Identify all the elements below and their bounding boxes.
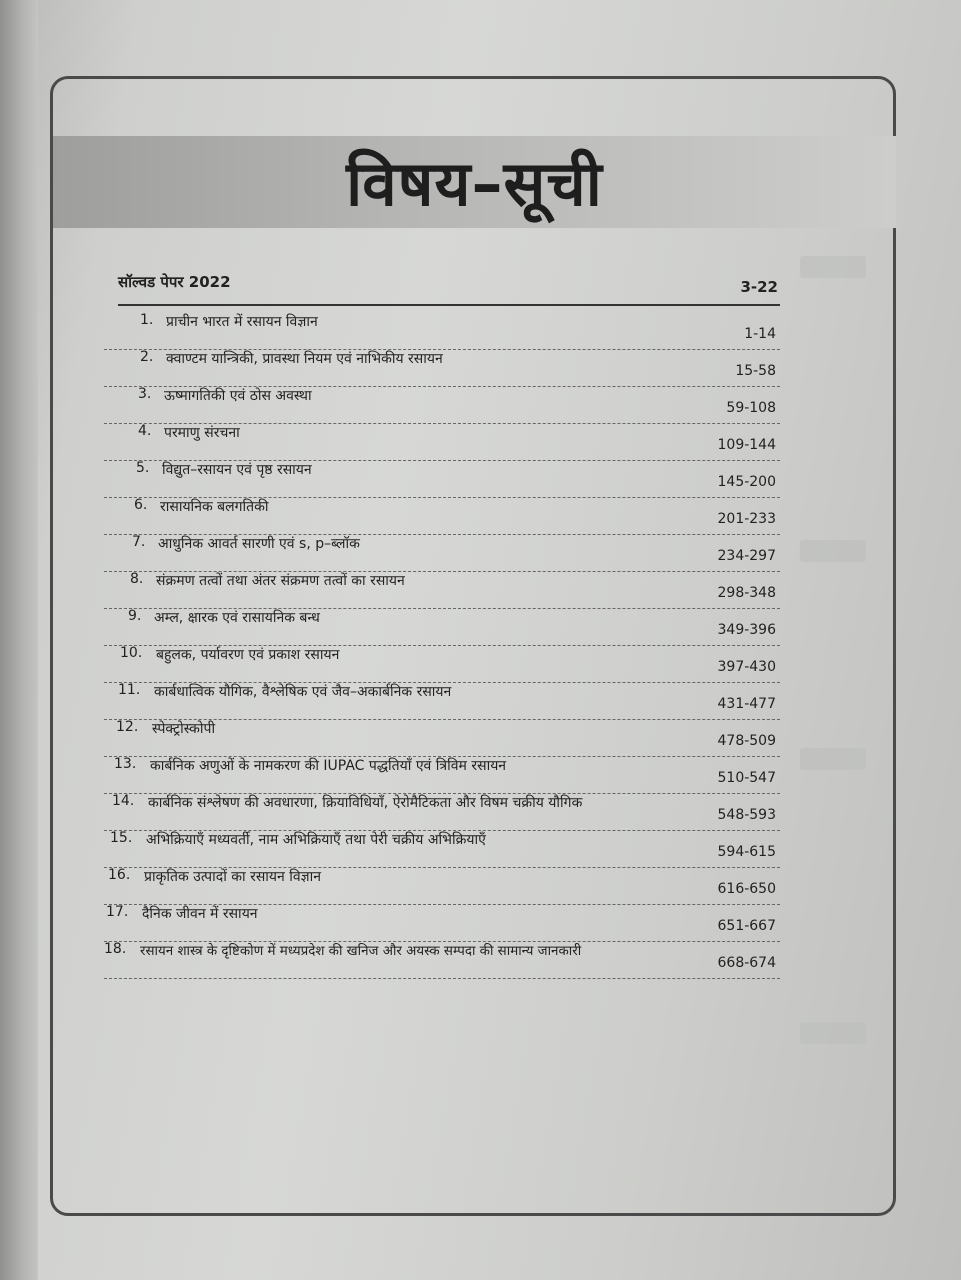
toc-item-pages: 15-58 — [735, 363, 776, 379]
toc-item-pages: 59-108 — [726, 400, 776, 416]
toc-item-label: कार्बधात्विक यौगिक, वैश्लेषिक एवं जैव–अकार्बनिक रसायन — [154, 684, 452, 700]
toc-item-number: 11. — [118, 682, 141, 698]
toc-item-label: अम्ल, क्षारक एवं रासायनिक बन्ध — [154, 610, 320, 626]
toc-item-pages: 349-396 — [717, 622, 776, 638]
toc-item[interactable] — [104, 645, 780, 683]
toc-item[interactable] — [104, 830, 780, 868]
toc-item-pages: 431-477 — [717, 696, 776, 712]
section-pages: 3-22 — [740, 278, 778, 296]
toc-item-label: बहुलक, पर्यावरण एवं प्रकाश रसायन — [156, 647, 340, 663]
toc-item-pages: 298-348 — [717, 585, 776, 601]
toc-item-label: क्वाण्टम यान्त्रिकी, प्रावस्था नियम एवं नाभिकीय रसायन — [166, 351, 443, 367]
toc-item-number: 15. — [110, 830, 133, 846]
toc-item-number: 18. — [104, 941, 127, 957]
toc-item[interactable] — [104, 941, 780, 979]
toc-item-number: 14. — [112, 793, 135, 809]
toc-item-label: संक्रमण तत्वों तथा अंतर संक्रमण तत्वों का रसायन — [156, 573, 405, 589]
toc-item-number: 12. — [116, 719, 139, 735]
toc-item-label: रसायन शास्त्र के दृष्टिकोण में मध्यप्रदेश की खनिज और अयस्क सम्पदा की सामान्य जानकारी — [140, 944, 582, 959]
toc-item-pages: 234-297 — [717, 548, 776, 564]
toc-item[interactable] — [104, 719, 780, 757]
toc-item-number: 3. — [138, 386, 152, 402]
toc-item[interactable] — [104, 682, 780, 720]
section-label: सॉल्वड पेपर 2022 — [118, 273, 231, 291]
toc-item-pages: 397-430 — [717, 659, 776, 675]
toc-item-number: 17. — [106, 904, 129, 920]
toc-item[interactable] — [104, 608, 780, 646]
toc-item-pages: 616-650 — [717, 881, 776, 897]
toc-item-label: अभिक्रियाएँ मध्यवर्ती, नाम अभिक्रियाएँ तथा पेरी चक्रीय अभिक्रियाएँ — [146, 832, 486, 848]
toc-item[interactable] — [104, 793, 780, 831]
toc-item-label: ऊष्मागतिकी एवं ठोस अवस्था — [164, 388, 312, 404]
toc-item-number: 4. — [138, 423, 152, 439]
toc-item[interactable] — [104, 534, 780, 572]
toc-item[interactable] — [104, 423, 780, 461]
toc-item-pages: 668-674 — [717, 955, 776, 971]
toc-item-pages: 478-509 — [717, 733, 776, 749]
toc-item-number: 13. — [114, 756, 137, 772]
toc-item-label: कार्बनिक संश्लेषण की अवधारणा, क्रियाविधियाँ, ऐरोमैटिकता और विषम चक्रीय यौगिक — [148, 795, 583, 811]
toc-item-number: 16. — [108, 867, 131, 883]
toc-item[interactable] — [104, 497, 780, 535]
toc-item-pages: 651-667 — [717, 918, 776, 934]
toc-item-number: 8. — [130, 571, 144, 587]
toc-item[interactable] — [104, 460, 780, 498]
toc-item-pages: 1-14 — [744, 326, 776, 342]
toc-item-pages: 510-547 — [717, 770, 776, 786]
section-header — [118, 270, 780, 306]
toc-item-label: प्राकृतिक उत्पादों का रसायन विज्ञान — [144, 869, 322, 885]
toc-item-label: रासायनिक बलगतिकी — [160, 499, 269, 515]
book-binding-shadow — [0, 0, 38, 1280]
toc-item-pages: 548-593 — [717, 807, 776, 823]
toc-item-number: 2. — [140, 349, 154, 365]
toc-item-pages: 145-200 — [717, 474, 776, 490]
toc-item[interactable] — [104, 312, 780, 350]
toc-item[interactable] — [104, 904, 780, 942]
page-title: विषय–सूची — [346, 147, 603, 220]
toc-item-label: विद्युत–रसायन एवं पृष्ठ रसायन — [162, 462, 312, 478]
toc-item-pages: 109-144 — [717, 437, 776, 453]
toc-item-label: आधुनिक आवर्त सारणी एवं s, p–ब्लॉक — [158, 536, 360, 552]
toc-item-pages: 201-233 — [717, 511, 776, 527]
toc-item-number: 9. — [128, 608, 142, 624]
toc-item-number: 5. — [136, 460, 150, 476]
toc-item[interactable] — [104, 867, 780, 905]
toc-item-number: 1. — [140, 312, 154, 328]
toc-item-label: परमाणु संरचना — [164, 425, 240, 441]
toc-item-label: स्पेक्ट्रोस्कोपी — [152, 721, 216, 737]
toc-item-number: 10. — [120, 645, 143, 661]
toc-item[interactable] — [104, 571, 780, 609]
toc-item-label: कार्बनिक अणुओं के नामकरण की IUPAC पद्धतियाँ एवं त्रिविम रसायन — [150, 758, 507, 774]
toc-item[interactable] — [104, 349, 780, 387]
toc-item-number: 6. — [134, 497, 148, 513]
toc-item-number: 7. — [132, 534, 146, 550]
title-banner — [53, 136, 896, 228]
toc-item[interactable] — [104, 386, 780, 424]
toc-item-label: प्राचीन भारत में रसायन विज्ञान — [166, 314, 318, 330]
toc-item[interactable] — [104, 756, 780, 794]
toc-item-pages: 594-615 — [717, 844, 776, 860]
toc-item-label: दैनिक जीवन में रसायन — [142, 906, 258, 922]
